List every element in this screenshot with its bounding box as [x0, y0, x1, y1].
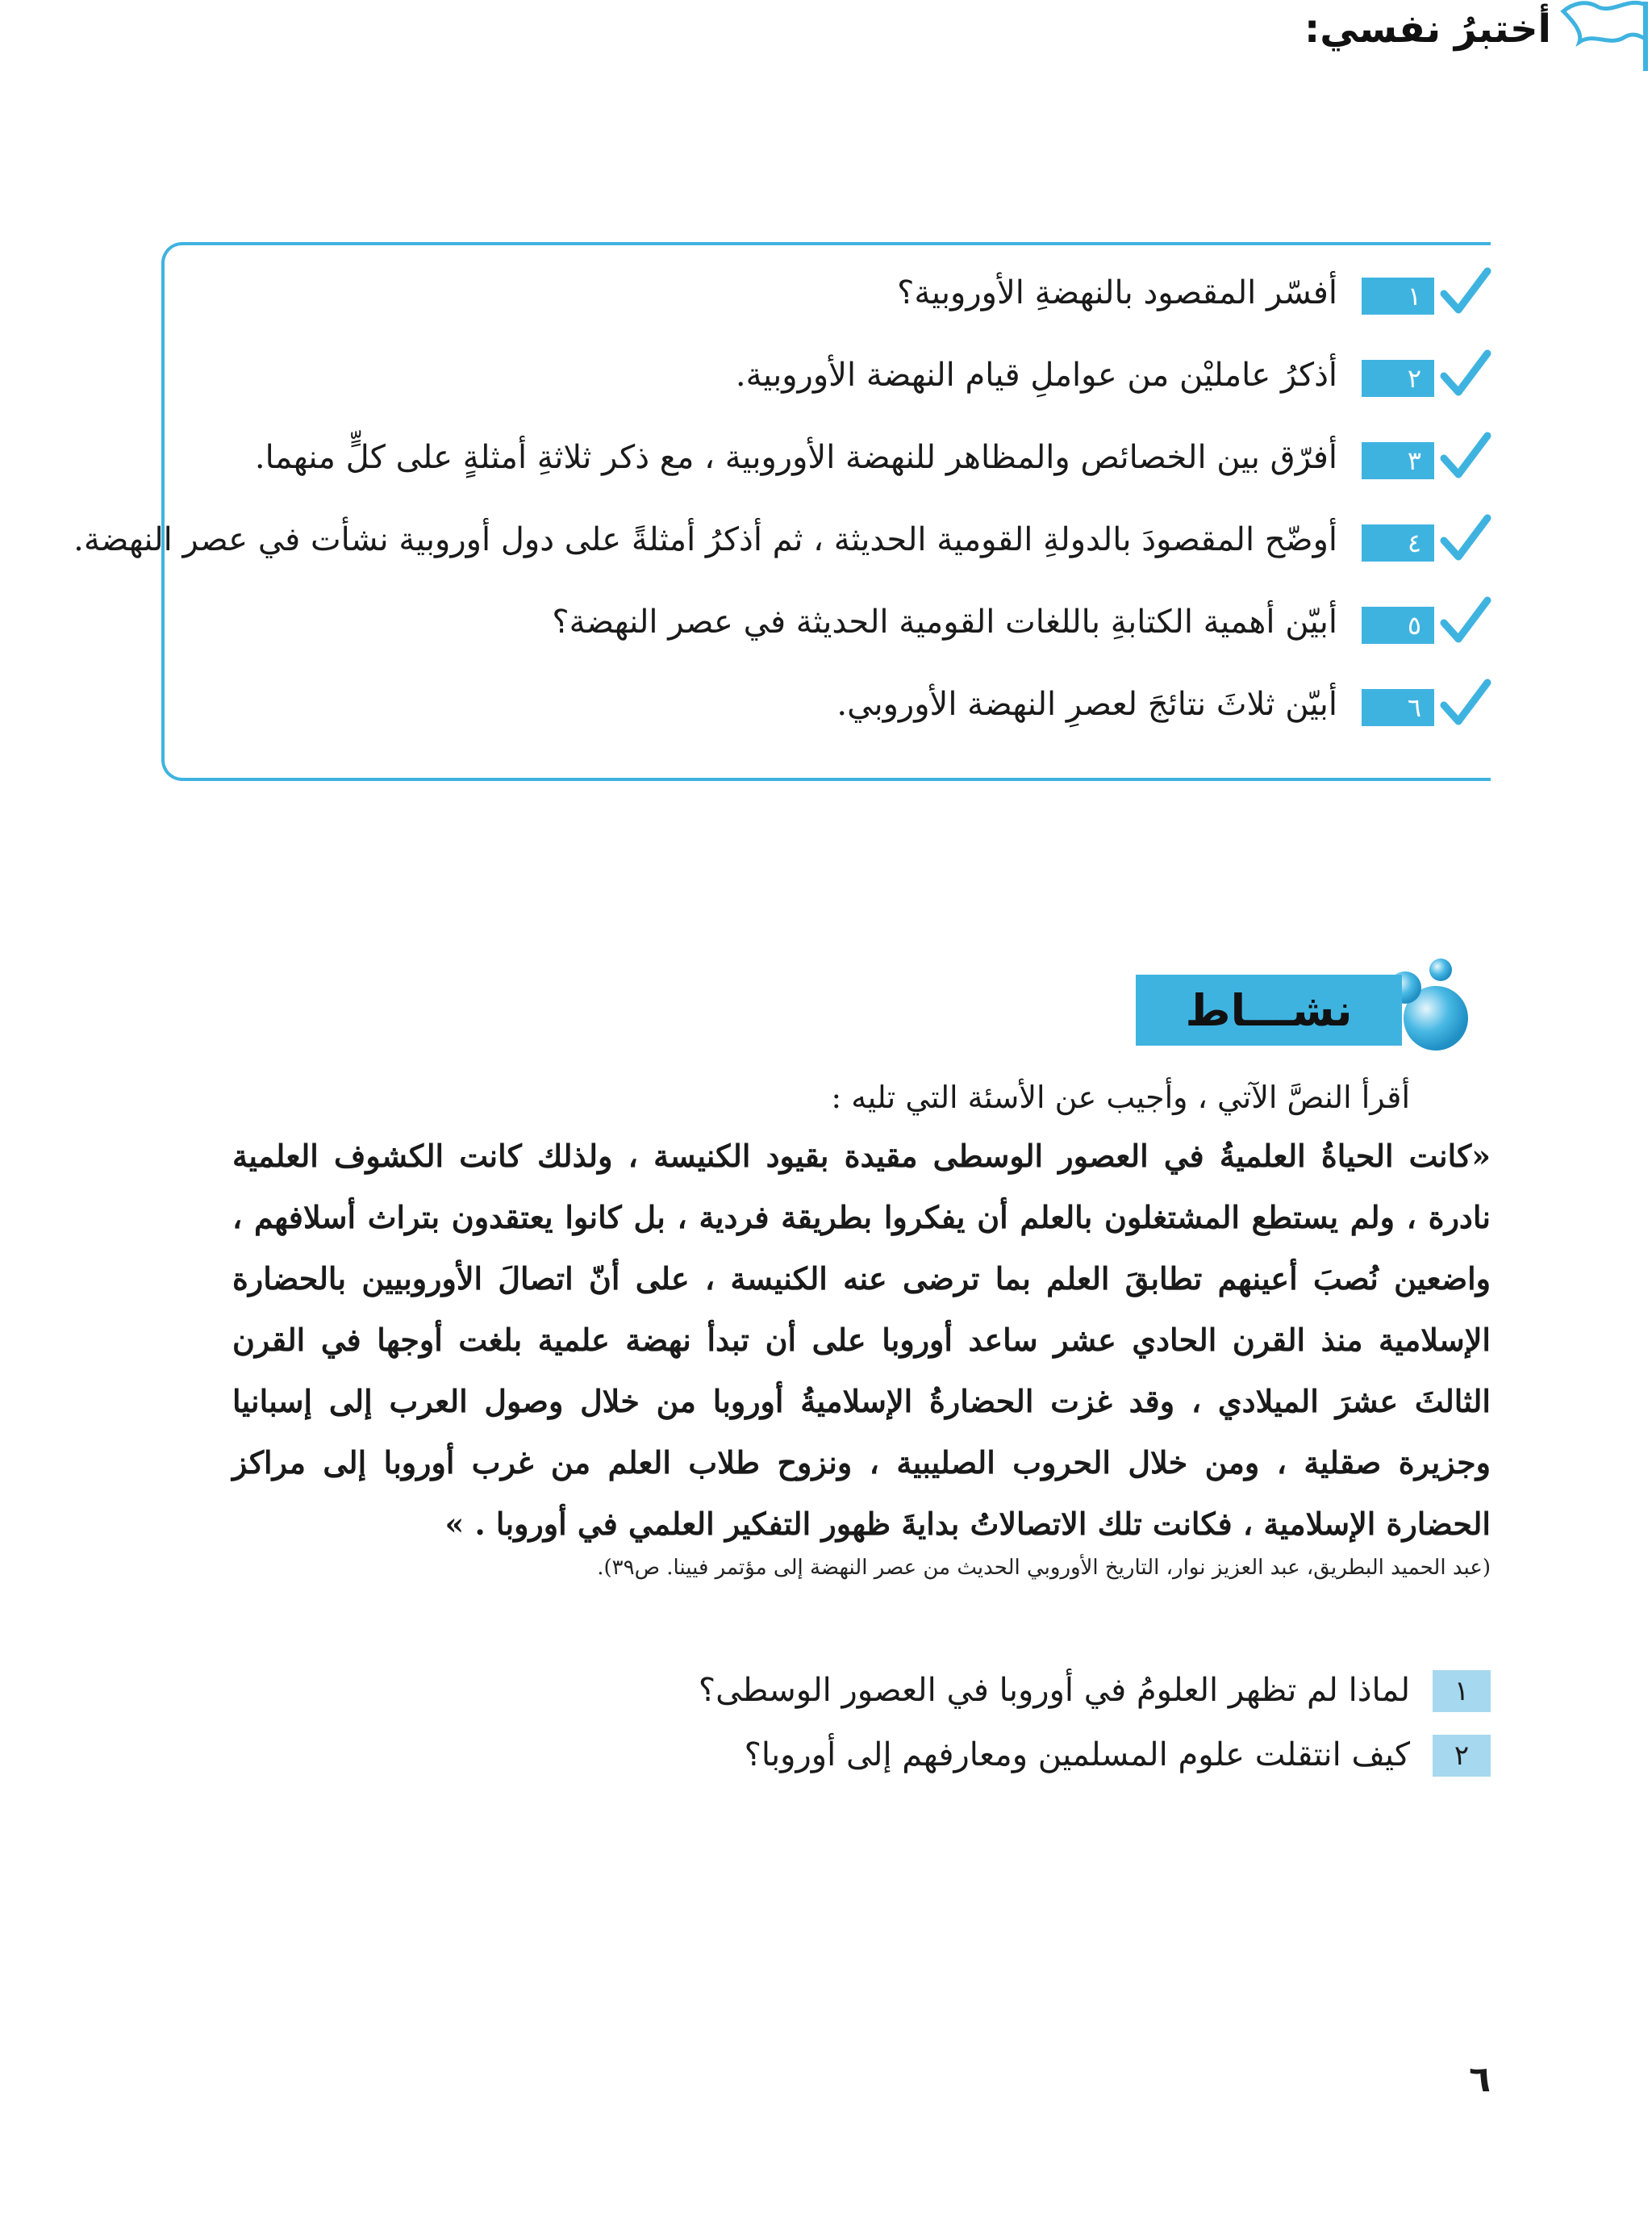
checkmark-icon: [1436, 265, 1494, 318]
activity-label-box: [1136, 975, 1402, 1046]
activity-header: [1039, 952, 1491, 1057]
activity-question-text: كيف انتقلت علوم المسلمين ومعارفهم إلى أوروبا؟: [744, 1736, 1410, 1773]
question-text: أفرّق بين الخصائص والمظاهر للنهضة الأوروبية ، مع ذكر ثلاثةِ أمثلةٍ على كلٍّ منهما.: [254, 439, 1337, 476]
question-number: ٥: [1362, 607, 1434, 644]
activity-question-number: ٢: [1433, 1735, 1491, 1777]
activity-question-item: [603, 1662, 1491, 1719]
activity-question-text: لماذا لم تظهر العلومُ في أوروبا في العصور الوسطى؟: [698, 1672, 1410, 1709]
question-number: ٣: [1362, 442, 1434, 479]
self-test-header: [281, 0, 1652, 73]
reading-passage: «كانت الحياةُ العلميةُ في العصور الوسطى مقيدة بقيود الكنيسة ، ولذلك كانت الكشوف العلمية نادرة ، ولم يستطع المشتغلون بالعلم أن يفكروا بطريقة فردية ، بل كانوا يعتقدون بتراث أسلافهم ، واضعين نُصبَ أعينهم تطابقَ العلم بما ترضى عنه الكنيسة ، على أنّ اتصالَ الأوروبيين بالحضارة الإسلامية منذ القرن الحادي عشر ساعد أوروبا على أن تبدأ نهضة علمية بلغت أوجها في القرن الثالثَ عشرَ الميلادي ، وقد غزت الحضارةُ الإسلاميةُ أوروبا من خلال وصول العرب إلى إسبانيا وجزيرة صقلية ، ومن خلال الحروب الصليبية ، ونزوح طلاب العلم من غرب أوروبا إلى مراكز الحضارة الإسلامية ، فكانت تلك الاتصالاتُ بدايةَ ظهور التفكير العلمي في أوروبا . »: [232, 1138, 1491, 1542]
question-item: [161, 260, 1491, 324]
question-box: [73, 242, 1491, 781]
activity-title: نشـــاط: [1185, 984, 1353, 1036]
question-text: أذكرُ عامليْن من عواملِ قيام النهضة الأوروبية.: [735, 357, 1337, 394]
question-number: ٤: [1362, 524, 1434, 562]
question-item: [73, 507, 1491, 571]
question-text: أبيّن ثلاثَ نتائجَ لعصرِ النهضة الأوروبي.: [836, 686, 1337, 723]
question-number: ١: [1362, 278, 1434, 315]
checkmark-icon: [1436, 429, 1494, 482]
checkmark-icon: [1436, 676, 1494, 729]
question-text: أبيّن أهمية الكتابةِ باللغات القومية الحديثة في عصر النهضة؟: [552, 604, 1337, 641]
page-number: ٦: [1469, 2059, 1491, 2100]
question-text: أفسّر المقصود بالنهضةِ الأوروبية؟: [897, 274, 1337, 311]
question-item: [161, 671, 1491, 736]
question-number: ٦: [1362, 689, 1434, 726]
question-text: أوضّح المقصودَ بالدولةِ القومية الحديثة ، ثم أذكرُ أمثلةً على دول أوروبية نشأت في عصر النهضة.: [73, 521, 1337, 558]
citation: (عبد الحميد البطريق، عبد العزيز نوار، التاريخ الأوروبي الحديث من عصر النهضة إلى مؤتمر فيينا. ص٣٩).: [597, 1556, 1491, 1580]
checkmark-icon: [1436, 594, 1494, 647]
self-test-title: أختبرُ نفسي:: [1304, 6, 1551, 52]
checkmark-icon: [1436, 347, 1494, 400]
activity-question-number: ١: [1433, 1670, 1491, 1712]
activity-question-item: [603, 1727, 1491, 1783]
flag-icon: [1555, 0, 1652, 73]
checkmark-icon: [1436, 512, 1494, 565]
question-number: ٢: [1362, 360, 1434, 397]
question-item: [161, 424, 1491, 489]
activity-intro: أقرأ النصَّ الآتي ، وأجيب عن الأسئة التي تليه :: [831, 1080, 1410, 1115]
question-item: [161, 589, 1491, 654]
question-item: [161, 342, 1491, 407]
